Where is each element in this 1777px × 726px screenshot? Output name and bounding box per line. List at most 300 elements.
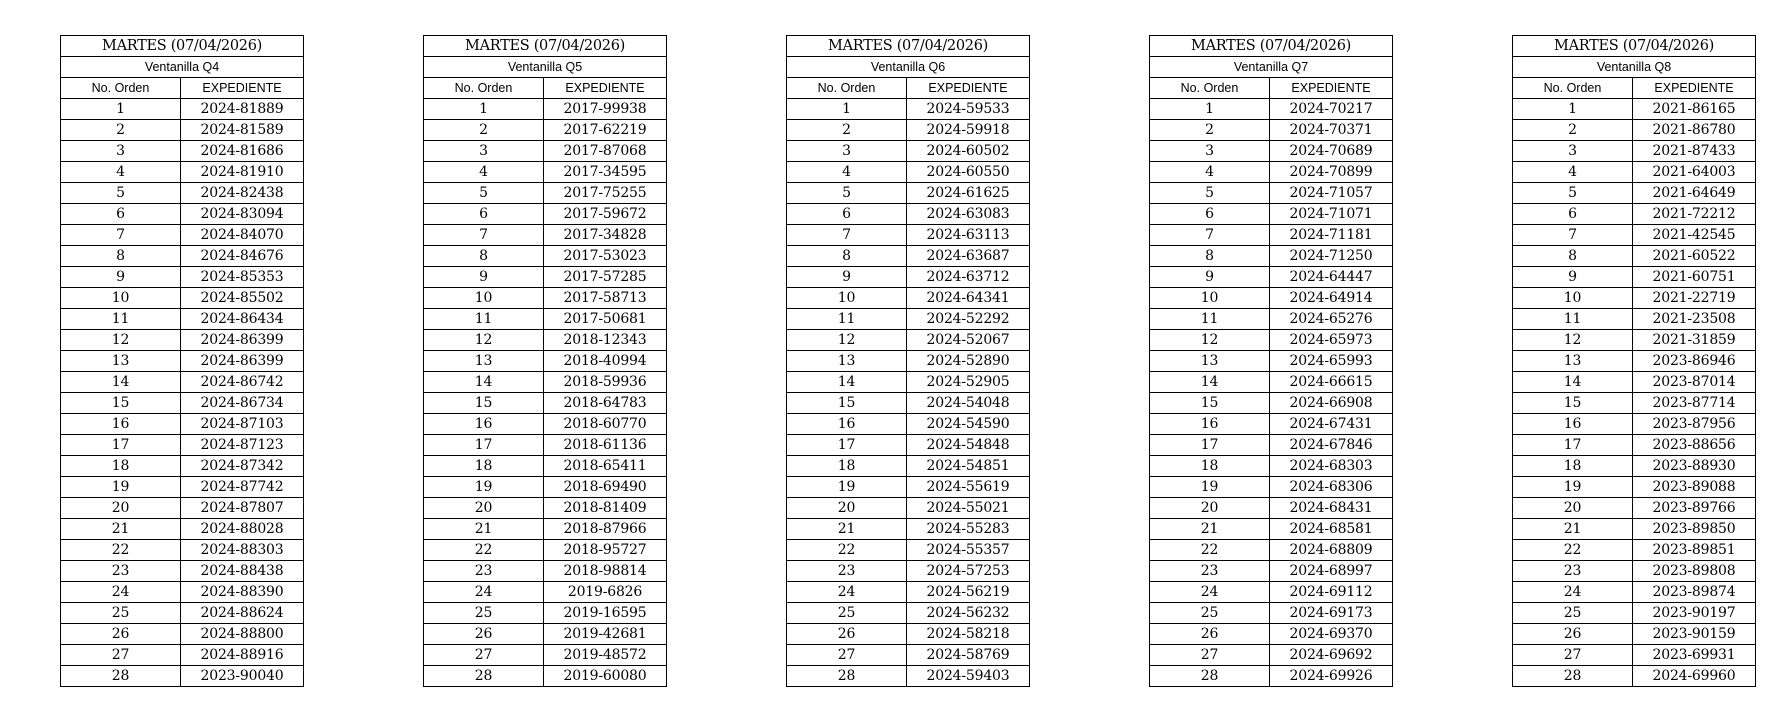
column-header-row xyxy=(1513,78,1756,99)
order-number-cell: 3 xyxy=(1150,141,1270,162)
expediente-cell: 2024-86399 xyxy=(181,330,304,351)
expediente-cell: 2024-88916 xyxy=(181,645,304,666)
order-number-cell: 15 xyxy=(61,393,181,414)
expediente-cell: 2017-59672 xyxy=(544,204,667,225)
table-row xyxy=(424,435,667,456)
table-row xyxy=(424,204,667,225)
table-row xyxy=(61,288,304,309)
table-row xyxy=(787,99,1030,120)
table-row xyxy=(61,120,304,141)
expediente-cell: 2024-68431 xyxy=(1270,498,1393,519)
table-row xyxy=(1513,225,1756,246)
order-number-cell: 15 xyxy=(787,393,907,414)
order-number-cell: 10 xyxy=(1513,288,1633,309)
order-number-cell: 23 xyxy=(61,561,181,582)
order-number-cell: 8 xyxy=(787,246,907,267)
order-number-cell: 28 xyxy=(61,666,181,687)
table-row xyxy=(787,309,1030,330)
table-row xyxy=(1513,183,1756,204)
column-header-row xyxy=(424,78,667,99)
expediente-cell: 2024-88800 xyxy=(181,624,304,645)
order-number-cell: 2 xyxy=(424,120,544,141)
order-number-cell: 17 xyxy=(424,435,544,456)
title-row xyxy=(1513,36,1756,57)
table-row xyxy=(424,645,667,666)
table-row xyxy=(787,582,1030,603)
expediente-cell: 2024-60550 xyxy=(907,162,1030,183)
order-number-cell: 8 xyxy=(1150,246,1270,267)
column-header-order: No. Orden xyxy=(1513,78,1633,99)
order-number-cell: 5 xyxy=(1513,183,1633,204)
expediente-cell: 2023-88930 xyxy=(1633,456,1756,477)
order-number-cell: 5 xyxy=(787,183,907,204)
queue-table xyxy=(786,35,1030,687)
order-number-cell: 9 xyxy=(1150,267,1270,288)
column-header-row xyxy=(61,78,304,99)
table-row xyxy=(1513,645,1756,666)
expediente-cell: 2021-60751 xyxy=(1633,267,1756,288)
order-number-cell: 4 xyxy=(424,162,544,183)
table-row xyxy=(1150,498,1393,519)
order-number-cell: 2 xyxy=(1150,120,1270,141)
table-row xyxy=(1513,162,1756,183)
order-number-cell: 26 xyxy=(787,624,907,645)
order-number-cell: 13 xyxy=(1150,351,1270,372)
table-row xyxy=(1513,120,1756,141)
table-row xyxy=(61,498,304,519)
order-number-cell: 1 xyxy=(61,99,181,120)
table-row xyxy=(1150,141,1393,162)
expediente-cell: 2024-87807 xyxy=(181,498,304,519)
date-title: MARTES (07/04/2026) xyxy=(1150,36,1393,57)
expediente-cell: 2024-55357 xyxy=(907,540,1030,561)
table-row xyxy=(61,162,304,183)
column-header-expediente: EXPEDIENTE xyxy=(181,78,304,99)
order-number-cell: 17 xyxy=(1150,435,1270,456)
order-number-cell: 17 xyxy=(1513,435,1633,456)
table-row xyxy=(1150,582,1393,603)
order-number-cell: 10 xyxy=(424,288,544,309)
expediente-cell: 2024-52067 xyxy=(907,330,1030,351)
expediente-cell: 2018-87966 xyxy=(544,519,667,540)
expediente-cell: 2023-89088 xyxy=(1633,477,1756,498)
expediente-cell: 2024-87123 xyxy=(181,435,304,456)
order-number-cell: 21 xyxy=(1513,519,1633,540)
order-number-cell: 15 xyxy=(1150,393,1270,414)
order-number-cell: 20 xyxy=(1513,498,1633,519)
expediente-cell: 2024-71250 xyxy=(1270,246,1393,267)
order-number-cell: 24 xyxy=(1513,582,1633,603)
expediente-cell: 2024-67431 xyxy=(1270,414,1393,435)
table-row xyxy=(424,456,667,477)
table-row xyxy=(424,99,667,120)
expediente-cell: 2017-58713 xyxy=(544,288,667,309)
order-number-cell: 26 xyxy=(61,624,181,645)
order-number-cell: 19 xyxy=(1513,477,1633,498)
table-row xyxy=(424,414,667,435)
expediente-cell: 2024-55283 xyxy=(907,519,1030,540)
expediente-cell: 2023-90197 xyxy=(1633,603,1756,624)
table-row xyxy=(1513,393,1756,414)
table-row xyxy=(61,519,304,540)
window-row xyxy=(424,57,667,78)
expediente-cell: 2019-48572 xyxy=(544,645,667,666)
order-number-cell: 9 xyxy=(787,267,907,288)
table-row xyxy=(787,456,1030,477)
table-row xyxy=(1150,435,1393,456)
expediente-cell: 2023-90159 xyxy=(1633,624,1756,645)
expediente-cell: 2024-63113 xyxy=(907,225,1030,246)
table-row xyxy=(787,414,1030,435)
table-row xyxy=(787,141,1030,162)
order-number-cell: 8 xyxy=(424,246,544,267)
order-number-cell: 6 xyxy=(1513,204,1633,225)
table-row xyxy=(787,498,1030,519)
order-number-cell: 13 xyxy=(424,351,544,372)
queue-table xyxy=(60,35,304,687)
table-row xyxy=(787,603,1030,624)
order-number-cell: 16 xyxy=(61,414,181,435)
expediente-cell: 2017-57285 xyxy=(544,267,667,288)
expediente-cell: 2023-88656 xyxy=(1633,435,1756,456)
table-row xyxy=(61,183,304,204)
table-row xyxy=(424,561,667,582)
table-row xyxy=(1513,561,1756,582)
order-number-cell: 8 xyxy=(61,246,181,267)
order-number-cell: 11 xyxy=(787,309,907,330)
order-number-cell: 19 xyxy=(424,477,544,498)
expediente-cell: 2024-54048 xyxy=(907,393,1030,414)
table-row xyxy=(61,561,304,582)
expediente-cell: 2024-69173 xyxy=(1270,603,1393,624)
order-number-cell: 21 xyxy=(424,519,544,540)
table-row xyxy=(1513,288,1756,309)
table-row xyxy=(1513,267,1756,288)
order-number-cell: 3 xyxy=(787,141,907,162)
expediente-cell: 2024-54848 xyxy=(907,435,1030,456)
table-row xyxy=(1150,561,1393,582)
table-row xyxy=(787,477,1030,498)
expediente-cell: 2024-66908 xyxy=(1270,393,1393,414)
table-row xyxy=(61,477,304,498)
column-header-order: No. Orden xyxy=(787,78,907,99)
order-number-cell: 18 xyxy=(61,456,181,477)
expediente-cell: 2017-50681 xyxy=(544,309,667,330)
order-number-cell: 22 xyxy=(61,540,181,561)
table-row xyxy=(1150,393,1393,414)
table-row xyxy=(1150,120,1393,141)
date-title: MARTES (07/04/2026) xyxy=(1513,36,1756,57)
queue-table xyxy=(423,35,667,687)
order-number-cell: 10 xyxy=(61,288,181,309)
table-row xyxy=(1513,414,1756,435)
table-row xyxy=(1150,267,1393,288)
table-row xyxy=(424,498,667,519)
order-number-cell: 19 xyxy=(1150,477,1270,498)
expediente-cell: 2017-34828 xyxy=(544,225,667,246)
order-number-cell: 20 xyxy=(61,498,181,519)
table-row xyxy=(61,351,304,372)
table-row xyxy=(424,540,667,561)
expediente-cell: 2021-64003 xyxy=(1633,162,1756,183)
expediente-cell: 2024-57253 xyxy=(907,561,1030,582)
expediente-cell: 2023-69931 xyxy=(1633,645,1756,666)
expediente-cell: 2024-69960 xyxy=(1633,666,1756,687)
expediente-cell: 2019-6826 xyxy=(544,582,667,603)
table-row xyxy=(1150,309,1393,330)
order-number-cell: 25 xyxy=(787,603,907,624)
expediente-cell: 2021-86165 xyxy=(1633,99,1756,120)
order-number-cell: 23 xyxy=(424,561,544,582)
expediente-cell: 2021-23508 xyxy=(1633,309,1756,330)
expediente-cell: 2018-69490 xyxy=(544,477,667,498)
expediente-cell: 2024-69692 xyxy=(1270,645,1393,666)
table-row xyxy=(424,288,667,309)
table-row xyxy=(1150,288,1393,309)
table-row xyxy=(1513,456,1756,477)
window-table-5 xyxy=(1512,35,1755,687)
table-row xyxy=(1150,330,1393,351)
expediente-cell: 2019-60080 xyxy=(544,666,667,687)
expediente-cell: 2021-86780 xyxy=(1633,120,1756,141)
table-row xyxy=(1150,456,1393,477)
expediente-cell: 2021-22719 xyxy=(1633,288,1756,309)
expediente-cell: 2024-87742 xyxy=(181,477,304,498)
window-table-1 xyxy=(60,35,303,687)
order-number-cell: 18 xyxy=(1513,456,1633,477)
table-row xyxy=(787,645,1030,666)
table-row xyxy=(787,183,1030,204)
expediente-cell: 2024-65993 xyxy=(1270,351,1393,372)
table-row xyxy=(424,120,667,141)
order-number-cell: 28 xyxy=(1513,666,1633,687)
expediente-cell: 2018-98814 xyxy=(544,561,667,582)
table-row xyxy=(424,477,667,498)
order-number-cell: 24 xyxy=(61,582,181,603)
table-row xyxy=(61,414,304,435)
order-number-cell: 19 xyxy=(61,477,181,498)
order-number-cell: 16 xyxy=(424,414,544,435)
expediente-cell: 2018-81409 xyxy=(544,498,667,519)
title-row xyxy=(424,36,667,57)
table-row xyxy=(787,162,1030,183)
expediente-cell: 2024-70899 xyxy=(1270,162,1393,183)
expediente-cell: 2023-89851 xyxy=(1633,540,1756,561)
expediente-cell: 2021-31859 xyxy=(1633,330,1756,351)
order-number-cell: 11 xyxy=(61,309,181,330)
table-row xyxy=(1150,414,1393,435)
expediente-cell: 2024-58218 xyxy=(907,624,1030,645)
table-row xyxy=(1513,624,1756,645)
expediente-cell: 2024-82438 xyxy=(181,183,304,204)
table-row xyxy=(1513,372,1756,393)
column-header-expediente: EXPEDIENTE xyxy=(1633,78,1756,99)
order-number-cell: 21 xyxy=(61,519,181,540)
table-row xyxy=(787,351,1030,372)
expediente-cell: 2023-89808 xyxy=(1633,561,1756,582)
expediente-cell: 2018-95727 xyxy=(544,540,667,561)
expediente-cell: 2024-86742 xyxy=(181,372,304,393)
expediente-cell: 2024-86399 xyxy=(181,351,304,372)
order-number-cell: 16 xyxy=(1513,414,1633,435)
table-row xyxy=(787,225,1030,246)
order-number-cell: 7 xyxy=(787,225,907,246)
order-number-cell: 3 xyxy=(61,141,181,162)
expediente-cell: 2021-60522 xyxy=(1633,246,1756,267)
expediente-cell: 2024-69112 xyxy=(1270,582,1393,603)
table-row xyxy=(1513,477,1756,498)
order-number-cell: 15 xyxy=(424,393,544,414)
order-number-cell: 6 xyxy=(787,204,907,225)
expediente-cell: 2024-69926 xyxy=(1270,666,1393,687)
window-table-3 xyxy=(786,35,1029,687)
expediente-cell: 2021-72212 xyxy=(1633,204,1756,225)
order-number-cell: 14 xyxy=(1150,372,1270,393)
table-row xyxy=(424,624,667,645)
order-number-cell: 22 xyxy=(424,540,544,561)
order-number-cell: 12 xyxy=(787,330,907,351)
expediente-cell: 2024-52292 xyxy=(907,309,1030,330)
table-row xyxy=(787,246,1030,267)
order-number-cell: 22 xyxy=(1150,540,1270,561)
order-number-cell: 1 xyxy=(787,99,907,120)
table-row xyxy=(424,582,667,603)
table-row xyxy=(787,204,1030,225)
expediente-cell: 2024-68303 xyxy=(1270,456,1393,477)
expediente-cell: 2024-63687 xyxy=(907,246,1030,267)
order-number-cell: 24 xyxy=(787,582,907,603)
table-row xyxy=(1513,99,1756,120)
expediente-cell: 2017-34595 xyxy=(544,162,667,183)
expediente-cell: 2023-86946 xyxy=(1633,351,1756,372)
column-header-expediente: EXPEDIENTE xyxy=(544,78,667,99)
expediente-cell: 2021-64649 xyxy=(1633,183,1756,204)
window-row xyxy=(1150,57,1393,78)
expediente-cell: 2021-87433 xyxy=(1633,141,1756,162)
table-row xyxy=(1513,330,1756,351)
order-number-cell: 20 xyxy=(1150,498,1270,519)
table-row xyxy=(1513,540,1756,561)
order-number-cell: 11 xyxy=(1513,309,1633,330)
expediente-cell: 2024-70371 xyxy=(1270,120,1393,141)
expediente-cell: 2024-64341 xyxy=(907,288,1030,309)
table-row xyxy=(61,372,304,393)
title-row xyxy=(61,36,304,57)
window-label: Ventanilla Q4 xyxy=(61,57,304,78)
expediente-cell: 2024-83094 xyxy=(181,204,304,225)
date-title: MARTES (07/04/2026) xyxy=(61,36,304,57)
table-row xyxy=(1150,603,1393,624)
column-header-order: No. Orden xyxy=(1150,78,1270,99)
expediente-cell: 2024-81589 xyxy=(181,120,304,141)
date-title: MARTES (07/04/2026) xyxy=(424,36,667,57)
expediente-cell: 2024-85502 xyxy=(181,288,304,309)
order-number-cell: 21 xyxy=(787,519,907,540)
expediente-cell: 2024-52905 xyxy=(907,372,1030,393)
expediente-cell: 2023-87714 xyxy=(1633,393,1756,414)
expediente-cell: 2024-85353 xyxy=(181,267,304,288)
order-number-cell: 12 xyxy=(1150,330,1270,351)
table-row xyxy=(1513,603,1756,624)
order-number-cell: 25 xyxy=(61,603,181,624)
order-number-cell: 4 xyxy=(787,162,907,183)
order-number-cell: 9 xyxy=(424,267,544,288)
expediente-cell: 2024-55619 xyxy=(907,477,1030,498)
order-number-cell: 2 xyxy=(787,120,907,141)
order-number-cell: 17 xyxy=(787,435,907,456)
order-number-cell: 22 xyxy=(1513,540,1633,561)
expediente-cell: 2024-63083 xyxy=(907,204,1030,225)
order-number-cell: 16 xyxy=(1150,414,1270,435)
order-number-cell: 13 xyxy=(1513,351,1633,372)
table-row xyxy=(1150,624,1393,645)
table-row xyxy=(1150,351,1393,372)
expediente-cell: 2024-70689 xyxy=(1270,141,1393,162)
expediente-cell: 2024-84676 xyxy=(181,246,304,267)
table-row xyxy=(1513,666,1756,687)
order-number-cell: 12 xyxy=(61,330,181,351)
expediente-cell: 2024-88438 xyxy=(181,561,304,582)
order-number-cell: 25 xyxy=(1150,603,1270,624)
table-row xyxy=(424,141,667,162)
order-number-cell: 12 xyxy=(1513,330,1633,351)
expediente-cell: 2024-65973 xyxy=(1270,330,1393,351)
expediente-cell: 2019-16595 xyxy=(544,603,667,624)
table-row xyxy=(787,330,1030,351)
order-number-cell: 23 xyxy=(1513,561,1633,582)
expediente-cell: 2024-61625 xyxy=(907,183,1030,204)
expediente-cell: 2024-71181 xyxy=(1270,225,1393,246)
date-title: MARTES (07/04/2026) xyxy=(787,36,1030,57)
table-row xyxy=(61,309,304,330)
order-number-cell: 10 xyxy=(1150,288,1270,309)
order-number-cell: 28 xyxy=(424,666,544,687)
order-number-cell: 27 xyxy=(1513,645,1633,666)
expediente-cell: 2024-67846 xyxy=(1270,435,1393,456)
order-number-cell: 4 xyxy=(1513,162,1633,183)
order-number-cell: 5 xyxy=(61,183,181,204)
expediente-cell: 2024-52890 xyxy=(907,351,1030,372)
expediente-cell: 2023-89766 xyxy=(1633,498,1756,519)
order-number-cell: 7 xyxy=(61,225,181,246)
order-number-cell: 17 xyxy=(61,435,181,456)
order-number-cell: 8 xyxy=(1513,246,1633,267)
expediente-cell: 2024-87103 xyxy=(181,414,304,435)
table-row xyxy=(61,204,304,225)
expediente-cell: 2024-59403 xyxy=(907,666,1030,687)
order-number-cell: 28 xyxy=(787,666,907,687)
window-label: Ventanilla Q7 xyxy=(1150,57,1393,78)
order-number-cell: 7 xyxy=(1150,225,1270,246)
window-label: Ventanilla Q5 xyxy=(424,57,667,78)
order-number-cell: 2 xyxy=(61,120,181,141)
order-number-cell: 3 xyxy=(1513,141,1633,162)
order-number-cell: 13 xyxy=(61,351,181,372)
expediente-cell: 2024-54851 xyxy=(907,456,1030,477)
table-row xyxy=(61,330,304,351)
table-row xyxy=(1150,204,1393,225)
table-row xyxy=(61,666,304,687)
column-header-row xyxy=(787,78,1030,99)
order-number-cell: 28 xyxy=(1150,666,1270,687)
table-row xyxy=(1150,225,1393,246)
order-number-cell: 5 xyxy=(1150,183,1270,204)
queue-table xyxy=(1149,35,1393,687)
table-row xyxy=(424,393,667,414)
table-row xyxy=(424,351,667,372)
table-row xyxy=(787,519,1030,540)
order-number-cell: 27 xyxy=(1150,645,1270,666)
